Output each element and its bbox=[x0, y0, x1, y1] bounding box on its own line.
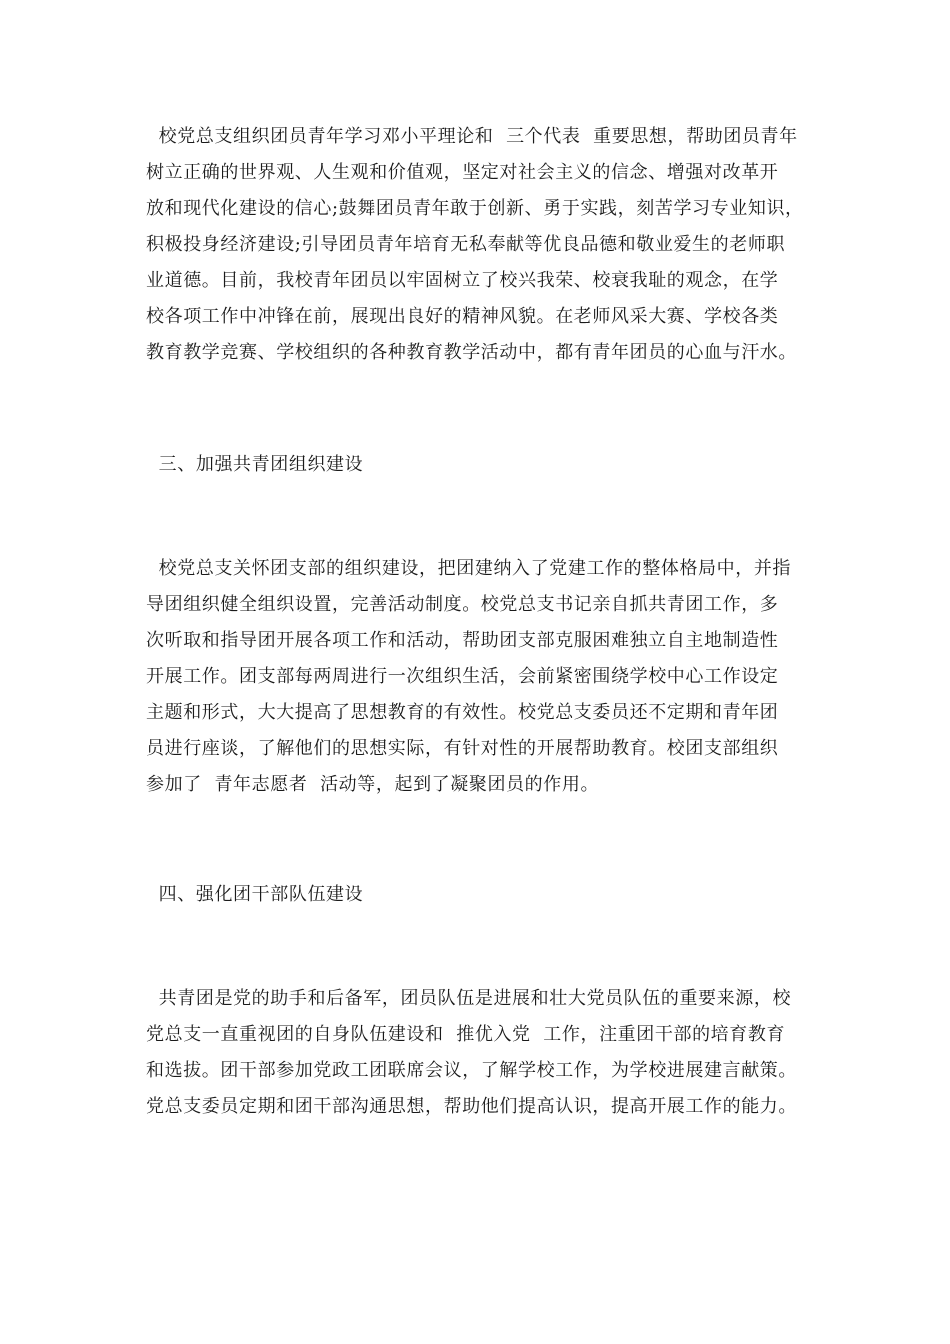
paragraph-line: 和选拔。团干部参加党政工团联席会议，了解学校工作，为学校进展建言献策。 bbox=[146, 1060, 797, 1081]
paragraph-line: 导团组织健全组织设置，完善活动制度。校党总支书记亲自抓共青团工作，多 bbox=[146, 594, 779, 615]
paragraph-line: 主题和形式，大大提高了思想教育的有效性。校党总支委员还不定期和青年团 bbox=[146, 702, 779, 723]
paragraph-line: 积极投身经济建设;引导团员青年培育无私奉献等优良品德和敬业爱生的老师职 bbox=[146, 234, 786, 255]
paragraph-line: 员进行座谈，了解他们的思想实际，有针对性的开展帮助教育。校团支部组织 bbox=[146, 738, 779, 759]
paragraph-line: 业道德。目前，我校青年团员以牢固树立了校兴我荣、校衰我耻的观念，在学 bbox=[146, 270, 779, 291]
paragraph-line: 共青团是党的助手和后备军，团员队伍是进展和壮大党员队伍的重要来源，校 bbox=[146, 988, 792, 1009]
paragraph-line: 党总支一直重视团的自身队伍建设和 推优入党 工作，注重团干部的培育教育 bbox=[146, 1024, 786, 1045]
paragraph-line: 开展工作。团支部每两周进行一次组织生活，会前紧密围绕学校中心工作设定 bbox=[146, 666, 779, 687]
paragraph-line: 校党总支关怀团支部的组织建设，把团建纳入了党建工作的整体格局中，并指 bbox=[146, 558, 792, 579]
paragraph-line: 放和现代化建设的信心;鼓舞团员青年敢于创新、勇于实践，刻苦学习专业知识， bbox=[146, 198, 804, 219]
paragraph-line: 教育教学竞赛、学校组织的各种教育教学活动中，都有青年团员的心血与汗水。 bbox=[146, 342, 797, 363]
section-heading-3: 三、加强共青团组织建设 bbox=[146, 454, 364, 475]
paragraph-line: 党总支委员定期和团干部沟通思想，帮助他们提高认识，提高开展工作的能力。 bbox=[146, 1096, 797, 1117]
paragraph-line: 次听取和指导团开展各项工作和活动，帮助团支部克服困难独立自主地制造性 bbox=[146, 630, 779, 651]
paragraph-line: 参加了 青年志愿者 活动等，起到了凝聚团员的作用。 bbox=[146, 774, 600, 795]
section-heading-4: 四、强化团干部队伍建设 bbox=[146, 884, 364, 905]
paragraph-line: 校党总支组织团员青年学习邓小平理论和 三个代表 重要思想，帮助团员青年 bbox=[146, 126, 798, 147]
paragraph-line: 校各项工作中冲锋在前，展现出良好的精神风貌。在老师风采大赛、学校各类 bbox=[146, 306, 779, 327]
paragraph-line: 树立正确的世界观、人生观和价值观，坚定对社会主义的信念、增强对改革开 bbox=[146, 162, 779, 183]
